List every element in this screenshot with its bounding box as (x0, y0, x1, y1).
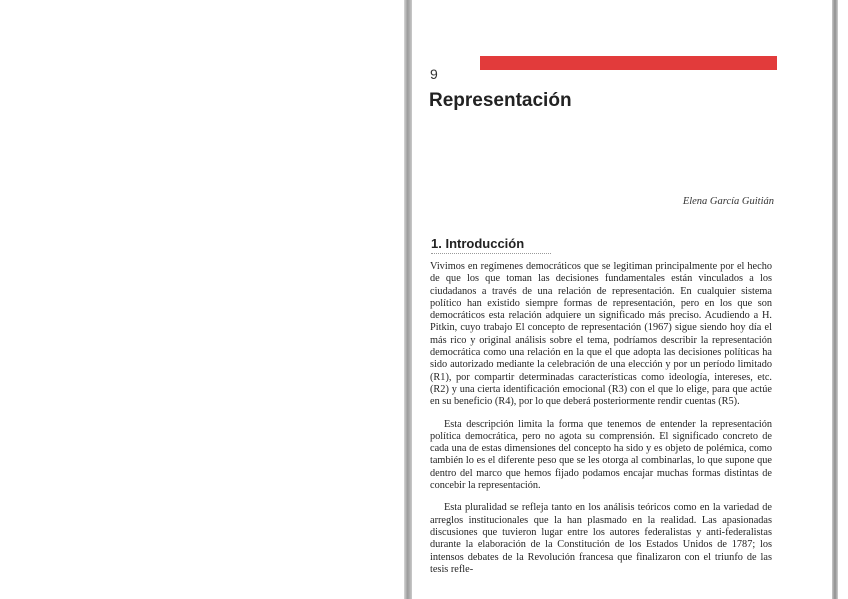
body-text (430, 261, 772, 586)
paragraph-3: Esta pluralidad se refleja tanto en los análisis teóricos como en la variedad de arreglos institucionales que la han plasmado en la realidad. Las apasionadas discusiones que tuvieron lugar entre los autores federalistas y anti-federalistas durante la elaboración de la Constitución de los Estados Unidos de 1787; los intensos debates de la Revolución francesa que finalizaron con el triunfo de las tesis refle- (430, 502, 772, 575)
chapter-author: Elena García Guitián (682, 196, 774, 207)
section-heading: 1. Introducción (431, 236, 525, 251)
paragraph-1: Vivimos en regímenes democráticos que se legitiman principalmente por el hecho de que los que toman las decisiones fundamentales están vinculados a los ciudadanos a través de una relación de representación. En cualquier sistema político han existido siempre formas de representación, pero en los que son democráticos esta relación adquiere un significado más preciso. Acudiendo a H. Pitkin, cuyo trabajo El concepto de representación (1967) sigue siendo hoy día el más rico y original análisis sobre el tema, podríamos describir la representación democrática como una relación en la que el que adopta las decisiones políticas ha sido autorizado mediante la celebración de una elección y por un período limitado (R1), por compartir determinadas características como ideología, intereses, etc. (R2) y una cierta identificación emocional (R3) con el que lo elige, para que actúe en su beneficio (R4), por lo que deberá posteriormente rendir cuentas (R5). (430, 261, 772, 408)
chapter-color-bar (480, 56, 777, 70)
book-gutter-left (404, 0, 412, 599)
chapter-number: 9 (430, 66, 438, 82)
section-underline (431, 253, 551, 255)
book-gutter-right (832, 0, 838, 599)
chapter-title: Representación (429, 90, 572, 111)
paragraph-2: Esta descripción limita la forma que tenemos de entender la representación política democrática, pero no agota su comprensión. El significado concreto de cada una de estas dimensiones del concepto ha sido y es objeto de polémica, como también lo es el diferente peso que se les otorga al combinarlas, lo que supone que dentro del marco que hemos fijado podamos encajar muchas formas distintas de concebir la representación. (430, 418, 772, 492)
